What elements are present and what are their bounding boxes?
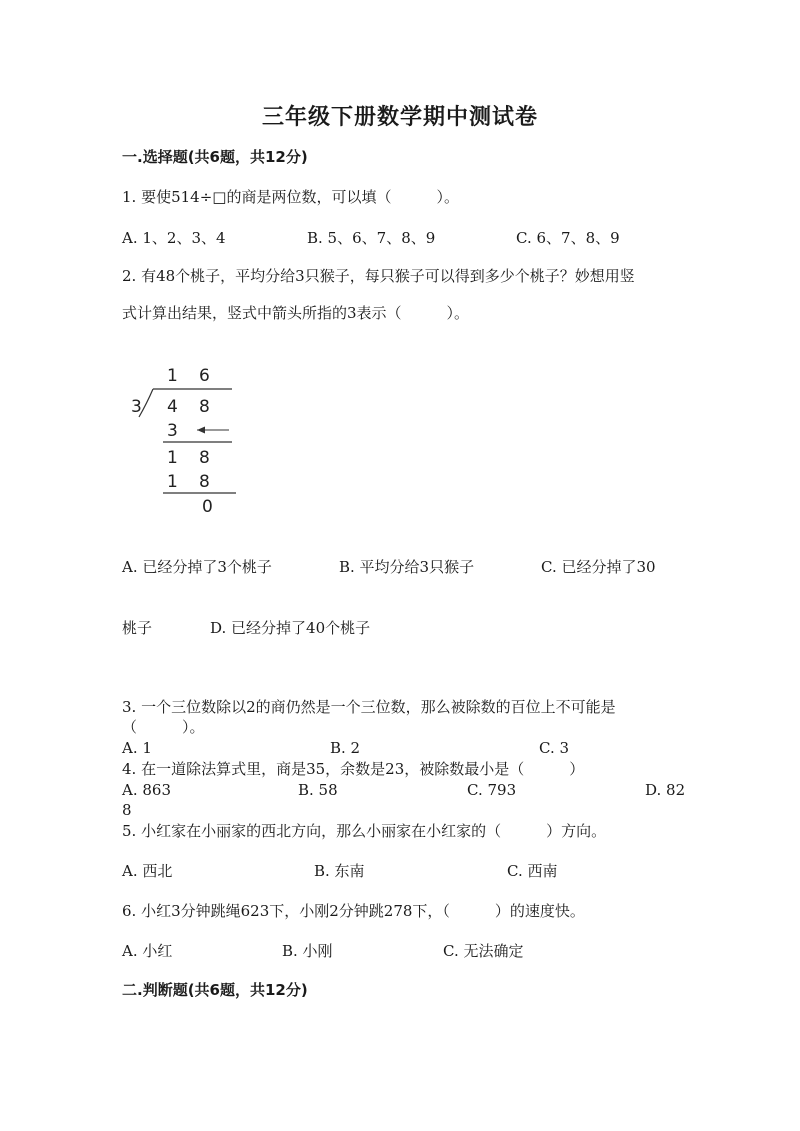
- step-product-ones: 8: [199, 472, 210, 492]
- divisor: 3: [131, 397, 142, 417]
- question-6-option-b: B. 小刚: [282, 942, 333, 960]
- question-4-option-d: D. 82: [645, 781, 686, 799]
- question-3-option-b: B. 2: [330, 739, 361, 757]
- question-6-option-a: A. 小红: [122, 942, 173, 960]
- section-heading-judgement: 二.判断题(共6题，共12分): [122, 981, 308, 999]
- question-1-stem: 1. 要使514÷□的商是两位数，可以填（ ）。: [122, 188, 459, 206]
- question-4-option-b: B. 58: [298, 781, 338, 799]
- question-2-stem-line-2: 式计算出结果，竖式中箭头所指的3表示（ ）。: [122, 304, 470, 322]
- question-1-option-b: B. 5、6、7、8、9: [307, 229, 436, 247]
- question-1-option-c: C. 6、7、8、9: [516, 229, 620, 247]
- question-2-option-c: C. 已经分掉了30: [541, 558, 656, 576]
- step-product-tens: 1: [167, 472, 178, 492]
- question-4-option-a: A. 863: [122, 781, 171, 799]
- question-2-option-c-continued: 桃子: [122, 619, 153, 637]
- question-5-option-c: C. 西南: [507, 862, 558, 880]
- dividend-digit-ones: 8: [199, 397, 210, 417]
- question-3-stem-line-2: （ ）。: [122, 718, 205, 736]
- dividend-digit-tens: 4: [167, 397, 178, 417]
- question-4-option-c: C. 793: [467, 781, 517, 799]
- arrow-head-icon: [197, 427, 205, 434]
- question-2-option-a: A. 已经分掉了3个桃子: [122, 558, 272, 576]
- final-remainder: 0: [202, 497, 213, 517]
- question-2-stem-line-1: 2. 有48个桃子，平均分给3只猴子，每只猴子可以得到多少个桃子？妙想用竖: [122, 267, 635, 285]
- question-3-option-c: C. 3: [539, 739, 570, 757]
- question-6-option-c: C. 无法确定: [443, 942, 524, 960]
- question-5-stem: 5. 小红家在小丽家的西北方向，那么小丽家在小红家的（ ）方向。: [122, 822, 607, 840]
- question-2-option-d: D. 已经分掉了40个桃子: [210, 619, 371, 637]
- question-3-option-a: A. 1: [122, 739, 152, 757]
- long-division-figure: [125, 355, 245, 520]
- question-6-stem: 6. 小红3分钟跳绳623下，小刚2分钟跳278下，（ ）的速度快。: [122, 902, 585, 920]
- section-heading-choice: 一.选择题(共6题，共12分): [122, 148, 308, 166]
- quotient-digit-ones: 6: [199, 366, 210, 386]
- question-4-stem: 4. 在一道除法算式里，商是35，余数是23，被除数最小是（ ）: [122, 760, 585, 778]
- step-remainder-tens: 1: [167, 448, 178, 468]
- question-3-stem-line-1: 3. 一个三位数除以2的商仍然是一个三位数，那么被除数的百位上不可能是: [122, 698, 616, 716]
- question-4-option-d-continued: 8: [122, 801, 132, 819]
- quotient-digit-tens: 1: [167, 366, 178, 386]
- question-2-option-b: B. 平均分给3只猴子: [339, 558, 475, 576]
- question-5-option-b: B. 东南: [314, 862, 365, 880]
- page-title: 三年级下册数学期中测试卷: [261, 104, 538, 130]
- step-remainder-ones: 8: [199, 448, 210, 468]
- question-1-option-a: A. 1、2、3、4: [122, 229, 226, 247]
- question-5-option-a: A. 西北: [122, 862, 173, 880]
- step-product-3: 3: [167, 421, 178, 441]
